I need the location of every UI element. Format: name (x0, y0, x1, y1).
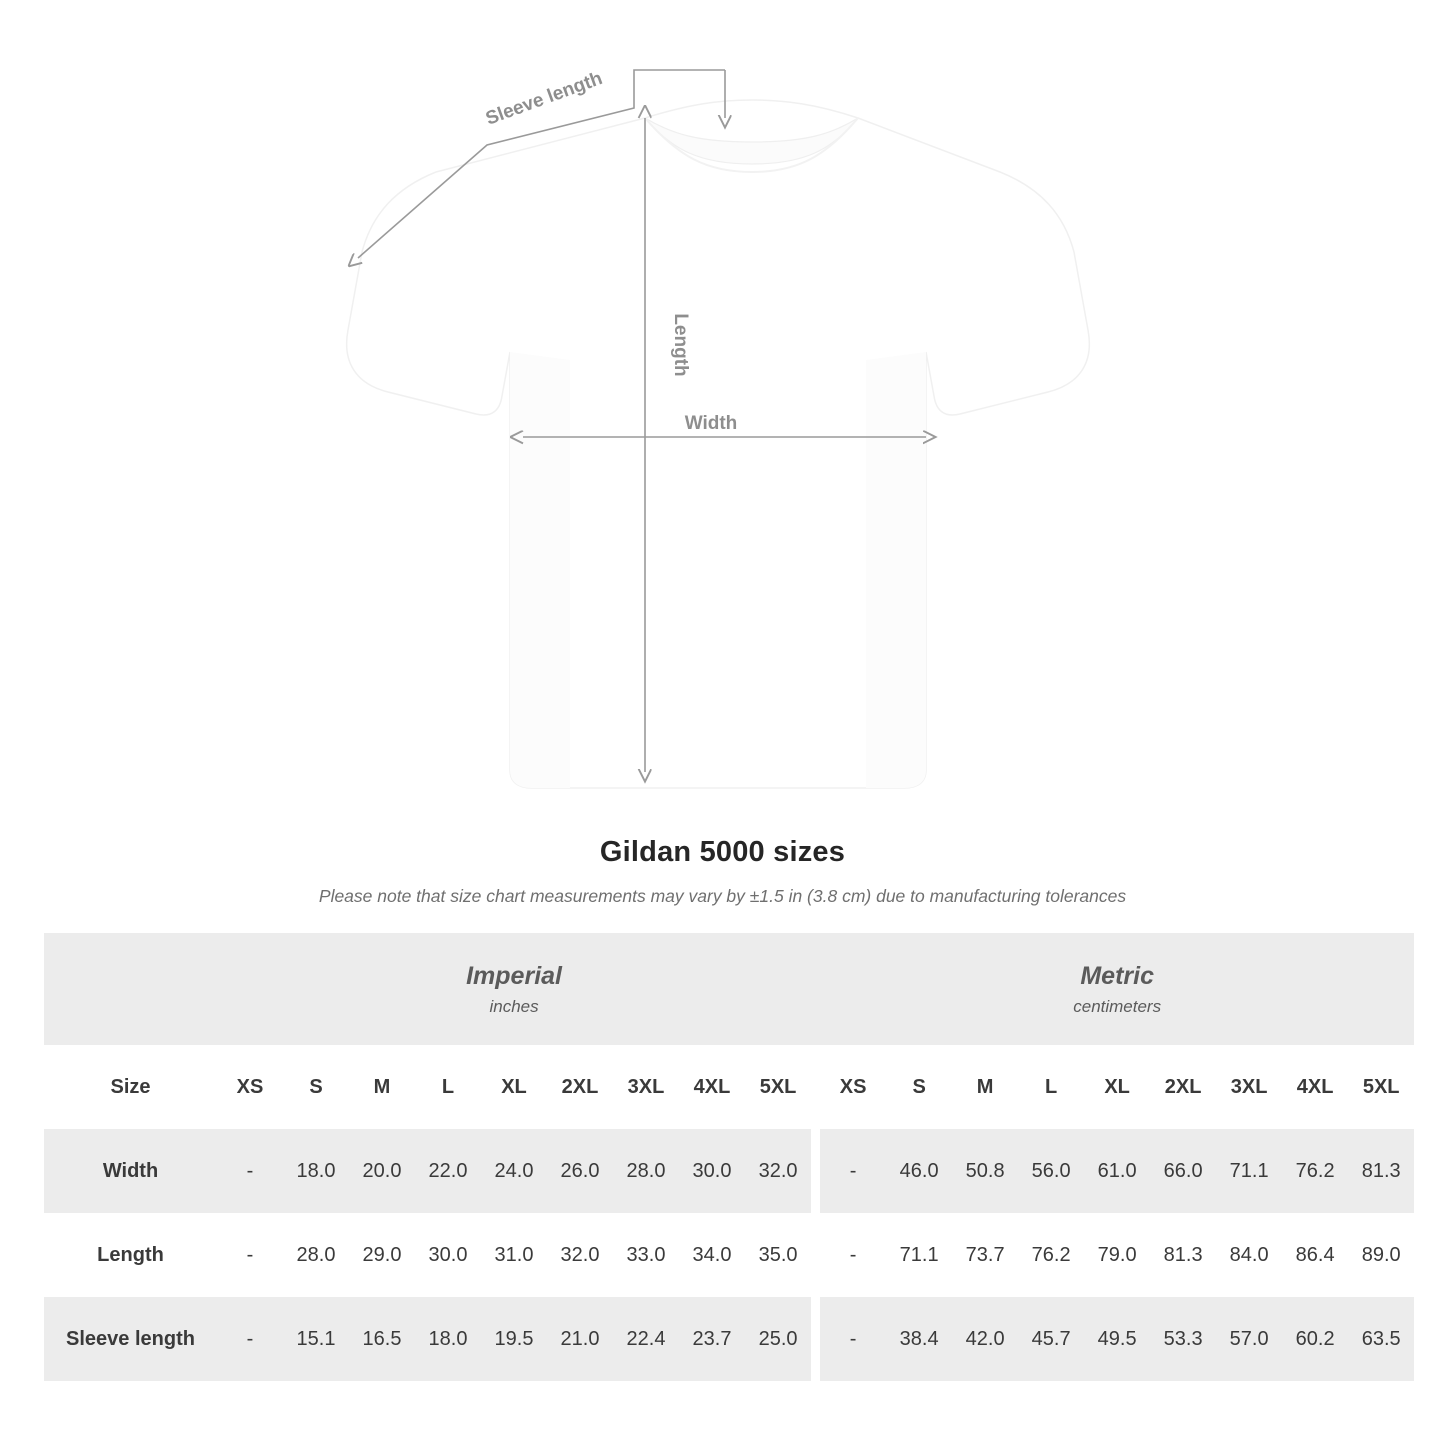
cell-sleeve-imp-2xl: 21.0 (547, 1297, 613, 1381)
cell-length-met-m: 73.7 (952, 1213, 1018, 1297)
cell-width-imp-4xl: 30.0 (679, 1129, 745, 1213)
cell-length-met-s: 71.1 (886, 1213, 952, 1297)
table-row (44, 1297, 1414, 1381)
cell-width-imp-3xl: 28.0 (613, 1129, 679, 1213)
cell-sleeve-met-m: 42.0 (952, 1297, 1018, 1381)
size-header-gap (811, 1045, 820, 1129)
size-table (44, 933, 1414, 1381)
size-table-wrap (44, 933, 1401, 1381)
size-col-imp-2xl: 2XL (547, 1045, 613, 1129)
cell-sleeve-met-xl: 49.5 (1084, 1297, 1150, 1381)
cell-width-met-4xl: 76.2 (1282, 1129, 1348, 1213)
unit-group-metric (820, 933, 1414, 1045)
cell-sleeve-imp-4xl: 23.7 (679, 1297, 745, 1381)
unit-group-imperial (217, 933, 811, 1045)
size-col-imp-4xl: 4XL (679, 1045, 745, 1129)
size-col-met-s: S (886, 1045, 952, 1129)
table-row (44, 1129, 1414, 1213)
size-col-imp-l: L (415, 1045, 481, 1129)
cell-sleeve-imp-s: 15.1 (283, 1297, 349, 1381)
cell-length-met-xs: - (820, 1213, 886, 1297)
size-col-imp-m: M (349, 1045, 415, 1129)
cell-length-imp-xs: - (217, 1213, 283, 1297)
row-gap-length (811, 1213, 820, 1297)
cell-sleeve-imp-xl: 19.5 (481, 1297, 547, 1381)
cell-width-met-xl: 61.0 (1084, 1129, 1150, 1213)
cell-sleeve-imp-l: 18.0 (415, 1297, 481, 1381)
cell-sleeve-imp-5xl: 25.0 (745, 1297, 811, 1381)
cell-width-imp-m: 20.0 (349, 1129, 415, 1213)
cell-width-imp-l: 22.0 (415, 1129, 481, 1213)
row-gap-sleeve (811, 1297, 820, 1381)
row-gap-width (811, 1129, 820, 1213)
cell-width-imp-2xl: 26.0 (547, 1129, 613, 1213)
cell-length-met-3xl: 84.0 (1216, 1213, 1282, 1297)
size-col-met-4xl: 4XL (1282, 1045, 1348, 1129)
unit-group-metric-name: Metric (1080, 961, 1154, 990)
tolerance-note: Please note that size chart measurements may vary by ±1.5 in (3.8 cm) due to manufacturing tolerances (318, 886, 1127, 906)
table-row (44, 1213, 1414, 1297)
unit-group-imperial-unit: inches (489, 996, 539, 1016)
cell-length-imp-4xl: 34.0 (679, 1213, 745, 1297)
cell-length-met-5xl: 89.0 (1348, 1213, 1414, 1297)
size-col-imp-5xl: 5XL (745, 1045, 811, 1129)
cell-sleeve-met-xs: - (820, 1297, 886, 1381)
cell-sleeve-met-2xl: 53.3 (1150, 1297, 1216, 1381)
cell-width-imp-xs: - (217, 1129, 283, 1213)
cell-length-met-2xl: 81.3 (1150, 1213, 1216, 1297)
cell-sleeve-met-3xl: 57.0 (1216, 1297, 1282, 1381)
cell-length-imp-l: 30.0 (415, 1213, 481, 1297)
cell-length-met-xl: 79.0 (1084, 1213, 1150, 1297)
unit-header-gap (811, 933, 820, 1045)
cell-length-imp-m: 29.0 (349, 1213, 415, 1297)
cell-width-met-s: 46.0 (886, 1129, 952, 1213)
cell-length-imp-2xl: 32.0 (547, 1213, 613, 1297)
size-header-label: Size (44, 1045, 217, 1129)
cell-width-met-xs: - (820, 1129, 886, 1213)
unit-header-spacer (44, 933, 217, 1045)
cell-width-imp-xl: 24.0 (481, 1129, 547, 1213)
cell-length-met-l: 76.2 (1018, 1213, 1084, 1297)
size-col-met-2xl: 2XL (1150, 1045, 1216, 1129)
cell-width-met-m: 50.8 (952, 1129, 1018, 1213)
row-label-width: Width (44, 1129, 217, 1213)
unit-header-row (44, 933, 1414, 1045)
cell-length-imp-s: 28.0 (283, 1213, 349, 1297)
size-col-imp-xl: XL (481, 1045, 547, 1129)
cell-width-met-2xl: 66.0 (1150, 1129, 1216, 1213)
row-label-length: Length (44, 1213, 217, 1297)
cell-sleeve-imp-3xl: 22.4 (613, 1297, 679, 1381)
cell-sleeve-met-4xl: 60.2 (1282, 1297, 1348, 1381)
length-label: Length (670, 313, 691, 377)
cell-length-imp-5xl: 35.0 (745, 1213, 811, 1297)
tshirt-shape (347, 100, 1090, 788)
sleeve-length-label: Sleeve length (482, 68, 606, 130)
cell-width-met-l: 56.0 (1018, 1129, 1084, 1213)
cell-sleeve-imp-xs: - (217, 1297, 283, 1381)
title-block (0, 836, 1445, 907)
cell-sleeve-imp-m: 16.5 (349, 1297, 415, 1381)
size-col-met-5xl: 5XL (1348, 1045, 1414, 1129)
cell-length-imp-xl: 31.0 (481, 1213, 547, 1297)
size-col-met-3xl: 3XL (1216, 1045, 1282, 1129)
cell-width-imp-s: 18.0 (283, 1129, 349, 1213)
size-col-imp-s: S (283, 1045, 349, 1129)
unit-group-imperial-name: Imperial (466, 961, 562, 990)
cell-length-met-4xl: 86.4 (1282, 1213, 1348, 1297)
width-label: Width (684, 413, 738, 434)
cell-width-imp-5xl: 32.0 (745, 1129, 811, 1213)
row-label-sleeve-length: Sleeve length (44, 1297, 217, 1381)
cell-length-imp-3xl: 33.0 (613, 1213, 679, 1297)
size-col-met-m: M (952, 1045, 1018, 1129)
size-col-met-xs: XS (820, 1045, 886, 1129)
size-col-imp-3xl: 3XL (613, 1045, 679, 1129)
size-col-imp-xs: XS (217, 1045, 283, 1129)
cell-width-met-5xl: 81.3 (1348, 1129, 1414, 1213)
cell-sleeve-met-l: 45.7 (1018, 1297, 1084, 1381)
size-header-row (44, 1045, 1414, 1129)
size-col-met-l: L (1018, 1045, 1084, 1129)
size-col-met-xl: XL (1084, 1045, 1150, 1129)
cell-sleeve-met-5xl: 63.5 (1348, 1297, 1414, 1381)
unit-group-metric-unit: centimeters (1073, 996, 1162, 1016)
cell-sleeve-met-s: 38.4 (886, 1297, 952, 1381)
page-title: Gildan 5000 sizes (599, 836, 846, 868)
cell-width-met-3xl: 71.1 (1216, 1129, 1282, 1213)
